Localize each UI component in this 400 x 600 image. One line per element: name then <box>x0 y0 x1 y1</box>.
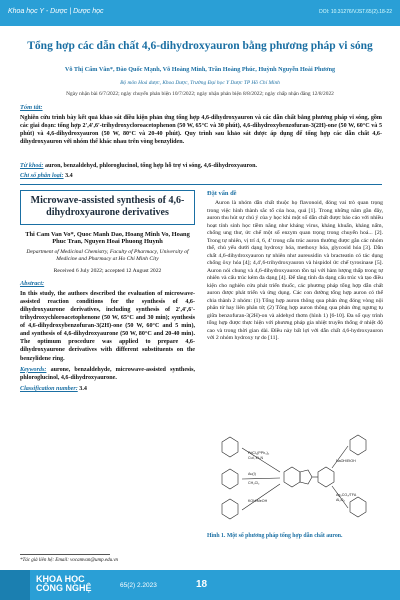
intro-column <box>207 190 383 343</box>
scheme-label-4: CH₂Cl₂ <box>248 481 260 485</box>
scheme-ring-center-b <box>300 470 312 484</box>
figure-caption: Hình 1. Một số phương pháp tổng hợp dẫn chất auron. <box>207 533 343 539</box>
reaction-scheme-figure <box>214 432 378 524</box>
footnote: *Tác giả liên hệ: Email: vocamvan@ump.edu.vn <box>20 558 119 563</box>
footer-stripe <box>0 570 30 600</box>
en-keywords <box>20 366 195 382</box>
vi-dates: Ngày nhận bài 6/7/2022; ngày chuyển phản biện 10/7/2022; ngày nhận phản biện 8/8/2022; ngày chấp nhận đăng 12/8/2022 <box>66 91 334 97</box>
vi-classification <box>20 172 382 180</box>
en-abstract-heading: Abstract: <box>20 279 45 287</box>
doi-label[interactable]: DOI: 10.31276/VJST.65(2).18-22 <box>319 9 392 15</box>
scheme-arrow-4 <box>332 446 348 468</box>
english-column <box>20 190 195 393</box>
scheme-ring-2 <box>222 469 238 489</box>
section-label: Khoa học Y - Dược | Dược học <box>8 8 104 15</box>
en-keywords-label: Keywords: <box>20 366 47 373</box>
vi-classification-value: 3.4 <box>65 173 73 179</box>
en-keywords-text: aurone, benzaldehyde, microwave-assisted synthesis, phloroglucinol, 4,6-dihydroxyaurone. <box>20 366 195 381</box>
en-authors: Thi Cam Van Vo*, Quoc Manh Dao, Hoang Minh Vo, Hoang Phuc Tran, Nguyen Hoai Phuong Huynh <box>25 231 190 245</box>
journal-logo <box>36 575 106 595</box>
scheme-label-1: PdCl₂(PPh₃)₂ <box>248 451 270 455</box>
english-title-box <box>20 190 195 225</box>
en-title: Microwave-assisted synthesis of 4,6-dihydroxyaurone derivatives <box>30 195 185 218</box>
issue-label: 65(2) 2.2023 <box>120 582 157 589</box>
en-dates: Received 6 July 2022; accepted 12 August 2022 <box>53 267 162 274</box>
scheme-arrow-5 <box>332 486 348 508</box>
en-affiliation: Department of Medicinal Chemistry, Faculty of Pharmacy, University of Medicine and Pharmacy at Ho Chi Minh City <box>26 249 189 263</box>
logo-line-1: KHOA HỌC <box>36 574 85 584</box>
en-classification-label: Classification number: <box>20 385 78 392</box>
scheme-ring-3 <box>222 499 238 519</box>
vi-classification-label: Chỉ số phân loại: <box>20 173 64 179</box>
scheme-label-5: KOH/MeOH <box>248 499 268 503</box>
scheme-arrow-2 <box>242 478 280 479</box>
scheme-label-2: CuI, Et₃N <box>248 456 264 460</box>
scheme-ring-5 <box>350 497 366 517</box>
logo-line-2: CÔNG NGHỆ <box>36 583 92 593</box>
en-abstract: In this study, the authors described the evaluation of microwave-assisted reaction conditions for the synthesis of 4,6-dihydroxyaurone derivatives, including synthesis of 2',4',6'-trihydroxychloroacetophenone (50 W, 65°C and 30 min); synthesis of 4,6-dihydroxybenzofuran-3(2H)-one (50 W, 60°C and 5 min), and synthesis of 4,6-dihydroxyaurone (50 W, 80°C and 20-40 min). The optimum procedure was applied to prepare 4,6-dihydroxyaurone derivatives with different substituents on the benzylidene ring. <box>20 290 195 362</box>
vi-title: Tổng hợp các dẫn chất 4,6-dihydroxyauron bằng phương pháp vi sóng <box>27 40 373 52</box>
scheme-label-3: Au(I) <box>248 472 256 476</box>
divider <box>20 184 382 185</box>
en-classification-value: 3.4 <box>79 385 87 392</box>
vi-abstract-heading: Tóm tắt: <box>20 104 43 111</box>
vi-keywords-text: auron, benzaldehyd, phloroglucinol, tổng hợp hỗ trợ vi sóng, 4,6-dihydroxyauron. <box>45 163 258 169</box>
journal-footer <box>0 570 400 600</box>
intro-paragraph: Auron là nhóm dẫn chất thuộc họ flavonoid, đóng vai trò quan trọng trong việc hình thành sắc tố của hoa, quả [1]. Trong những năm gần đây, auron thu hút sự chú ý của y học khi một số dẫn chất được báo cáo với nhiều hoạt tính sinh học tiềm năng như kháng virus, kháng khuẩn, kháng nấm, chống ung thư, ức chế một số enzym quan trọng trong chuyển hoá... [2]. Trong tự nhiên, vị trí 4, 6, 4' trong cấu trúc auron thường được gắn các nhóm thế, chủ yếu dưới dạng hydroxy hóa, methoxy hóa, glycosid hóa [3]. Dẫn chất 4,6-dihydroxyauron tự nhiên như aureusidin và bracteatin có tác dụng chống ôxy hóa [4]; 4,4',6-trihydroxyauron và hispidol ức chế tyrosinase [5]. Auron nói chung và 4,6-dihydroxyauron tồn tại với hàm lượng thấp trong tự nhiên và cấu trúc kém đa dạng [4]. Để tăng tính đa dạng cấu trúc và tạo điều kiện cho nghiên cứu phát triển thuốc, các phương pháp tổng hợp dẫn chất auron được phát triển và ứng dụng. Các con đường tổng hợp auron có thể chia thành 2 nhóm: (1) Tổng hợp auron thông qua phản ứng đóng vòng nội phân tử hay liên phân tử; (2) Tổng hợp auron thông qua phản ứng ngưng tụ giữa benzofuran-3(2H)-on và aldehyd thơm (hình 1) [6-10]. Đa số quy trình tổng hợp được thực hiện với phương pháp gia nhiệt truyền thống ở nhiệt độ cao và trong thời gian dài. Điều này bất lợi với dẫn chất 4,6-hydroxyauron với 2 nhóm hydroxy tự do [11]. <box>207 200 383 341</box>
intro-heading: Đặt vấn đề <box>207 190 237 197</box>
scheme-ring-1 <box>222 437 238 457</box>
scheme-ring-4 <box>350 435 366 455</box>
journal-header <box>0 0 400 26</box>
scheme-label-6: NaOH/EtOH <box>336 459 356 463</box>
en-classification <box>20 385 195 393</box>
scheme-label-7: Ag₂CO₃/TFA <box>336 493 357 497</box>
vi-keywords <box>20 162 382 170</box>
page-number: 18 <box>196 579 208 590</box>
vi-affiliation: Bộ môn Hoá dược, Khoa Dược, Trường Đại học Y Dược TP Hồ Chí Minh <box>120 80 280 86</box>
vi-keywords-label: Từ khoá: <box>20 163 44 169</box>
scheme-label-8: Al₂O₃ <box>336 498 345 502</box>
scheme-ring-center-c <box>318 467 334 487</box>
vi-authors: Võ Thị Cẩm Vân*, Đào Quốc Mạnh, Võ Hoàng Minh, Trần Hoàng Phúc, Huỳnh Nguyễn Hoài Phương <box>64 66 336 73</box>
footnote-rule <box>20 554 110 555</box>
scheme-ring-center-a <box>284 467 300 487</box>
scheme-arrow-3 <box>242 484 280 510</box>
vi-abstract: Nghiên cứu trình bày kết quả khảo sát điều kiện phản ứng tổng hợp 4,6-dihydroxyauron và các dẫn chất bằng phương pháp vi sóng, gồm các giai đoạn: tổng hợp 2',4',6'-trihydroxycloroacetophenon (50 W, 65°C và 30 phút), 4,6-dihydroxybenzofuran-3(2H)-one (50 W, 60°C và 5 phút) và 4,6-dihydroxyauron (50 W, 80°C và 20-40 phút). Quy trình sau khảo sát được áp dụng để tổng hợp các dẫn chất 4,6-dihydroxyauron với nhóm thế khác nhau trên vòng benzyliden. <box>20 115 382 146</box>
